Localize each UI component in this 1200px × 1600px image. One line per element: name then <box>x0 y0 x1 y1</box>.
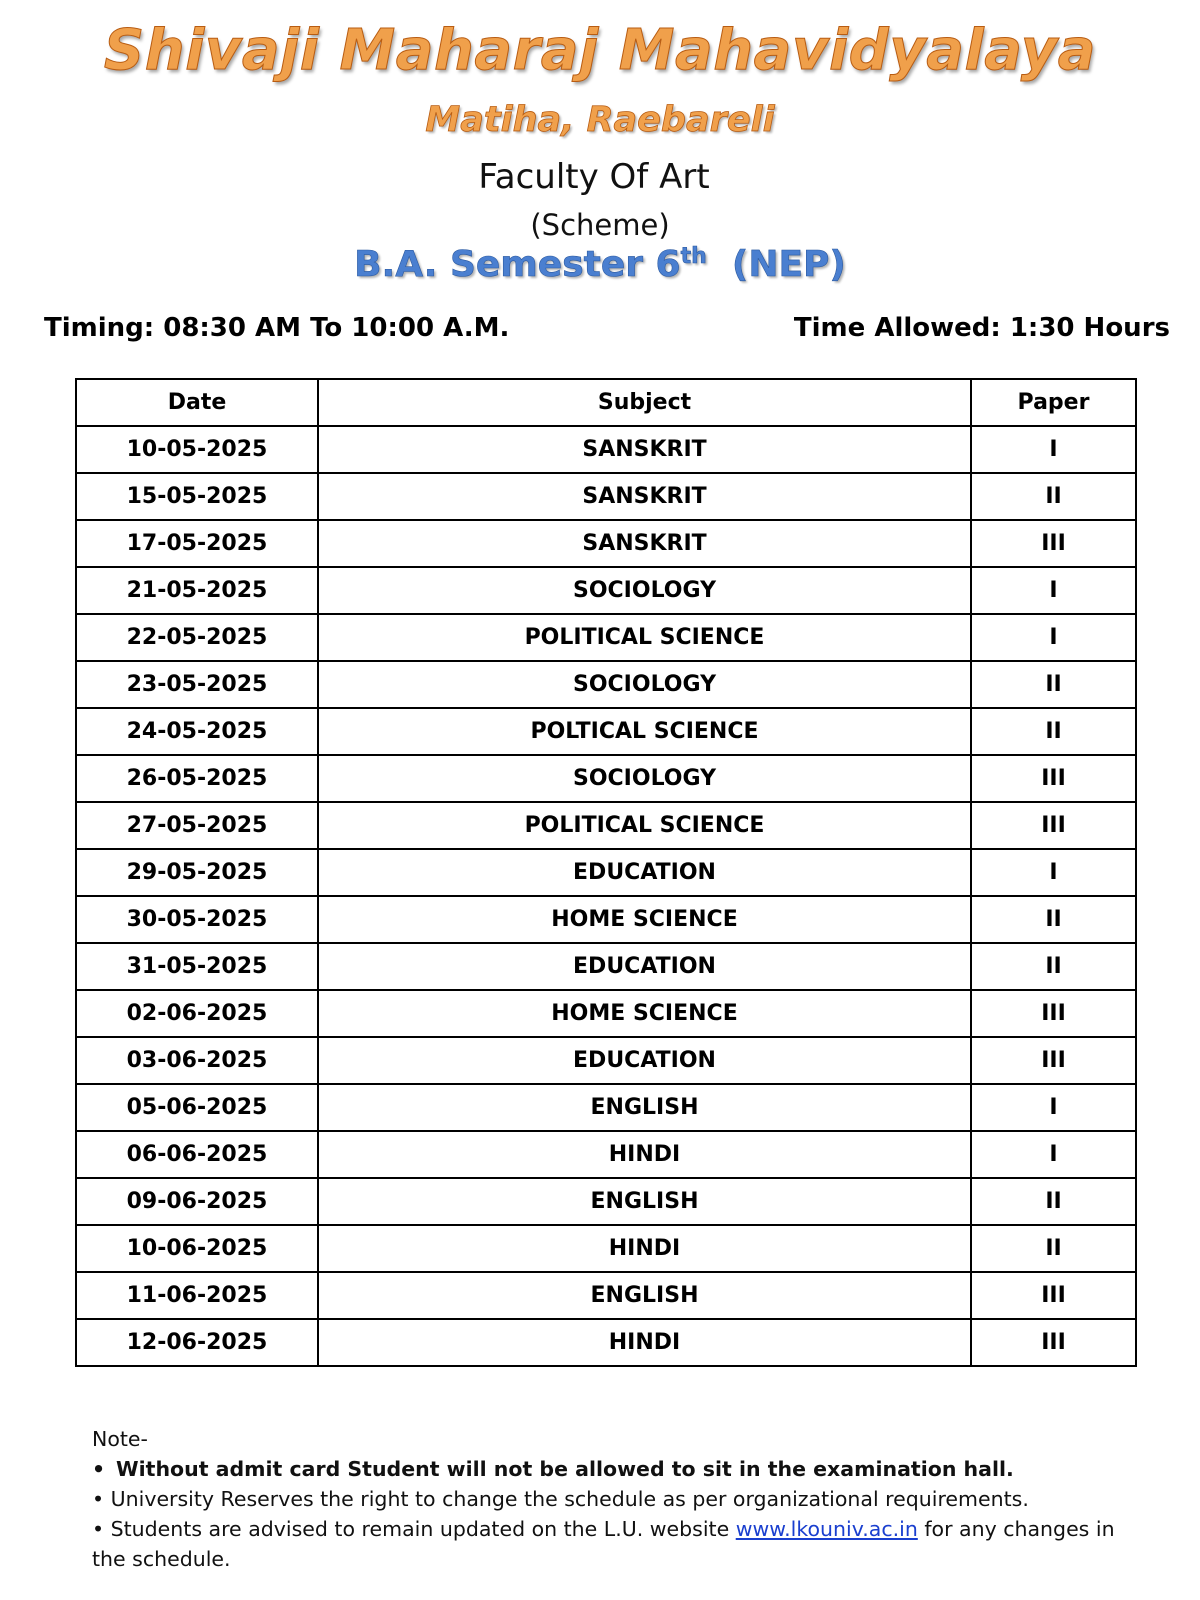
course-superscript: th <box>680 244 707 269</box>
course-suffix: (NEP) <box>731 244 846 285</box>
scheme-heading: (Scheme) <box>530 208 670 242</box>
notes-heading: Note- <box>92 1427 148 1451</box>
cell-date: 31-05-2025 <box>76 943 318 990</box>
cell-date: 27-05-2025 <box>76 802 318 849</box>
header-date: Date <box>76 379 318 426</box>
cell-subject: ENGLISH <box>318 1272 971 1319</box>
cell-paper: I <box>971 1131 1136 1178</box>
cell-paper: III <box>971 1037 1136 1084</box>
cell-paper: II <box>971 473 1136 520</box>
cell-paper: III <box>971 755 1136 802</box>
cell-date: 29-05-2025 <box>76 849 318 896</box>
table-row <box>76 1131 1136 1178</box>
note-admit-card <box>92 1454 1152 1484</box>
table-row <box>76 1178 1136 1225</box>
table-row <box>76 896 1136 943</box>
cell-date: 23-05-2025 <box>76 661 318 708</box>
bullet-icon: • <box>92 1457 106 1481</box>
note-website <box>92 1514 1152 1574</box>
cell-subject: HINDI <box>318 1225 971 1272</box>
cell-paper: II <box>971 708 1136 755</box>
cell-subject: POLTICAL SCIENCE <box>318 708 971 755</box>
cell-date: 05-06-2025 <box>76 1084 318 1131</box>
table-row <box>76 849 1136 896</box>
cell-subject: HINDI <box>318 1131 971 1178</box>
bullet-icon: • <box>92 1487 105 1511</box>
table-header-row <box>76 379 1136 426</box>
cell-paper: I <box>971 849 1136 896</box>
cell-subject: ENGLISH <box>318 1178 971 1225</box>
cell-paper: I <box>971 1084 1136 1131</box>
table-row <box>76 520 1136 567</box>
cell-subject: SANSKRIT <box>318 473 971 520</box>
cell-date: 15-05-2025 <box>76 473 318 520</box>
faculty-text: Faculty Of Art <box>478 157 710 197</box>
note-website-text-before: Students are advised to remain updated on the L.U. website <box>110 1517 736 1541</box>
table-row <box>76 1319 1136 1366</box>
cell-date: 10-05-2025 <box>76 426 318 473</box>
cell-paper: III <box>971 520 1136 567</box>
cell-subject: EDUCATION <box>318 849 971 896</box>
cell-date: 26-05-2025 <box>76 755 318 802</box>
cell-subject: HINDI <box>318 1319 971 1366</box>
table-row <box>76 1037 1136 1084</box>
course-name: B.A. Semester 6 <box>354 244 681 285</box>
cell-paper: III <box>971 1319 1136 1366</box>
notes-section <box>92 1424 1152 1574</box>
table-row <box>76 1084 1136 1131</box>
table-row <box>76 708 1136 755</box>
cell-subject: EDUCATION <box>318 1037 971 1084</box>
cell-paper: II <box>971 943 1136 990</box>
cell-paper: I <box>971 567 1136 614</box>
table-row <box>76 1225 1136 1272</box>
cell-paper: I <box>971 426 1136 473</box>
cell-date: 21-05-2025 <box>76 567 318 614</box>
college-name: Shivaji Maharaj Mahavidyalaya <box>103 18 1097 83</box>
college-location: Matiha, Raebareli <box>425 100 775 140</box>
cell-paper: II <box>971 896 1136 943</box>
cell-paper: III <box>971 990 1136 1037</box>
cell-subject: SOCIOLOGY <box>318 567 971 614</box>
header-paper: Paper <box>971 379 1136 426</box>
header-subject: Subject <box>318 379 971 426</box>
cell-paper: I <box>971 614 1136 661</box>
cell-subject: EDUCATION <box>318 943 971 990</box>
cell-paper: II <box>971 1225 1136 1272</box>
cell-date: 22-05-2025 <box>76 614 318 661</box>
cell-date: 12-06-2025 <box>76 1319 318 1366</box>
cell-subject: SOCIOLOGY <box>318 661 971 708</box>
table-row <box>76 661 1136 708</box>
cell-date: 24-05-2025 <box>76 708 318 755</box>
cell-date: 02-06-2025 <box>76 990 318 1037</box>
table-row <box>76 473 1136 520</box>
table-row <box>76 943 1136 990</box>
timing-text: Timing: 08:30 AM To 10:00 A.M. <box>44 313 510 343</box>
cell-subject: SOCIOLOGY <box>318 755 971 802</box>
cell-subject: HOME SCIENCE <box>318 896 971 943</box>
exam-schedule-table <box>75 378 1137 1367</box>
cell-date: 11-06-2025 <box>76 1272 318 1319</box>
cell-date: 17-05-2025 <box>76 520 318 567</box>
note-admit-card-text: Without admit card Student will not be allowed to sit in the examination hall. <box>116 1457 1014 1481</box>
cell-date: 30-05-2025 <box>76 896 318 943</box>
table-body <box>76 426 1136 1366</box>
course-heading <box>0 244 1200 285</box>
cell-date: 06-06-2025 <box>76 1131 318 1178</box>
cell-paper: II <box>971 1178 1136 1225</box>
cell-subject: HOME SCIENCE <box>318 990 971 1037</box>
faculty-heading <box>0 157 1200 197</box>
table-row <box>76 614 1136 661</box>
note-schedule-change <box>92 1484 1152 1514</box>
table-row <box>76 426 1136 473</box>
cell-date: 10-06-2025 <box>76 1225 318 1272</box>
cell-date: 09-06-2025 <box>76 1178 318 1225</box>
cell-subject: ENGLISH <box>318 1084 971 1131</box>
cell-paper: III <box>971 1272 1136 1319</box>
time-allowed-text: Time Allowed: 1:30 Hours <box>793 313 1170 343</box>
cell-subject: SANSKRIT <box>318 520 971 567</box>
table-row <box>76 990 1136 1037</box>
cell-subject: POLITICAL SCIENCE <box>318 614 971 661</box>
table-row <box>76 755 1136 802</box>
note-schedule-change-text: University Reserves the right to change the schedule as per organizational requirements. <box>110 1487 1029 1511</box>
cell-subject: SANSKRIT <box>318 426 971 473</box>
note-website-text-after: for any changes in the schedule. <box>92 1517 1115 1571</box>
table-row <box>76 567 1136 614</box>
cell-paper: III <box>971 802 1136 849</box>
table-row <box>76 1272 1136 1319</box>
cell-subject: POLITICAL SCIENCE <box>318 802 971 849</box>
university-website-link[interactable]: www.lkouniv.ac.in <box>735 1517 918 1541</box>
table-row <box>76 802 1136 849</box>
cell-paper: II <box>971 661 1136 708</box>
cell-date: 03-06-2025 <box>76 1037 318 1084</box>
bullet-icon: • <box>92 1517 105 1541</box>
